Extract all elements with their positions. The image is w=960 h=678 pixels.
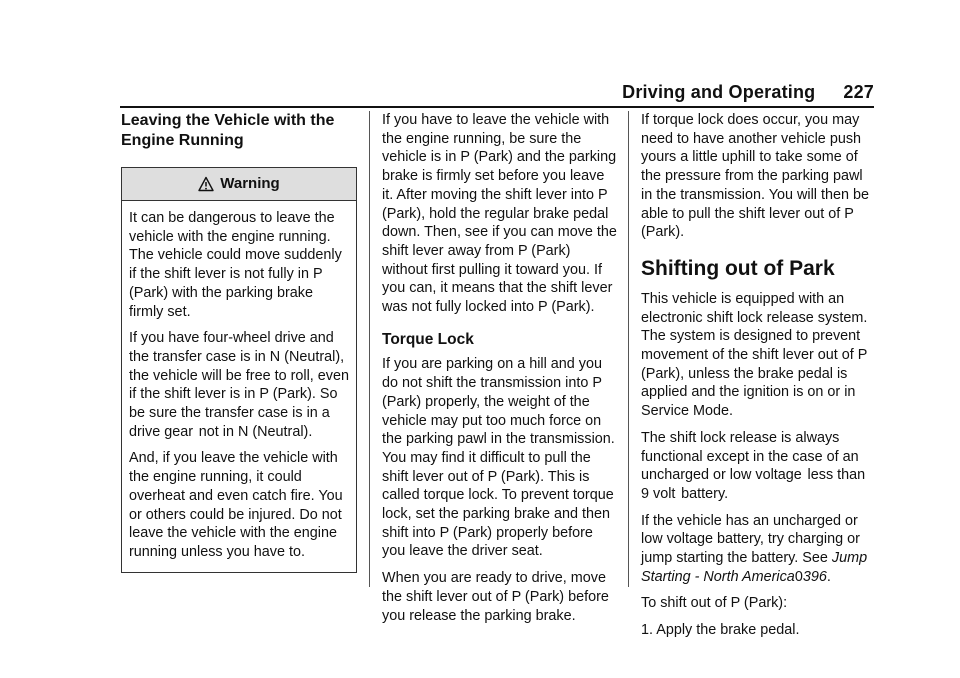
header-rule — [120, 106, 874, 108]
column-2 — [382, 111, 618, 633]
list-item — [641, 621, 877, 640]
warning-box — [121, 167, 357, 573]
column-divider — [369, 111, 370, 587]
body-paragraph: If you have to leave the vehicle with the engine running, be sure the vehicle is in P (Park) and the parking brake is firmly set before you leave it. After moving the shift lever into P (Park), hold the regular brake pedal down. Then, see if you can move the shift lever away from P (Park) without first pulling it toward you. If you can, it means that the shift lever was not fully locked into P (Park). — [382, 112, 617, 316]
body-paragraph: To shift out of P (Park): — [641, 595, 788, 612]
column-divider — [628, 111, 629, 587]
warning-paragraph: And, if you leave the vehicle with the engine running, it could overheat and even catch fire. You or others could be injured. Do not leave the vehicle with the engine running unless you have to. — [129, 450, 343, 560]
page-ref-number[interactable]: 396 — [802, 568, 827, 585]
list-text: Apply the brake pedal. — [656, 622, 800, 639]
warning-paragraph: It can be dangerous to leave the vehicle with the engine running. The vehicle could move suddenly if the shift lever is not fully in P (Park) with the parking brake firmly set. — [129, 210, 342, 320]
subsection-title: Torque Lock — [382, 330, 474, 348]
page-number: 227 — [843, 82, 874, 102]
warning-icon — [198, 176, 214, 192]
chapter-title: Driving and Operating — [622, 82, 816, 102]
column-1 — [121, 111, 357, 573]
reference-text: If the vehicle has an uncharged or low voltage battery, try charging or jump starting the battery. See — [641, 512, 860, 567]
warning-label: Warning — [220, 174, 280, 192]
warning-body — [122, 201, 356, 572]
page-ref-arrow: 0 — [794, 568, 803, 585]
body-paragraph: If you are parking on a hill and you do not shift the transmission into P (Park) properly, the weight of the vehicle may put too much force on the parking pawl in the transmission. You may find it difficult to pull the shift lever out of P (Park). This is called torque lock. To prevent torque lock, set the parking brake and then shift into P (Park) properly before you leave the driver seat. — [382, 356, 615, 560]
body-paragraph: If torque lock does occur, you may need to have another vehicle push yours a little uphill to take some of the pressure from the parking pawl in the transmission. You will then be able to pull the shift lever out of P (Park). — [641, 112, 869, 241]
warning-header — [122, 168, 356, 201]
section-title: Leaving the Vehicle with the Engine Running — [121, 112, 335, 149]
warning-paragraph: If you have four-wheel drive and the transfer case is in N (Neutral), the vehicle will be free to roll, even if the shift lever is in P (Park). So be sure the transfer case is in a drive gear not in N (Neutral). — [129, 330, 349, 440]
body-paragraph: This vehicle is equipped with an electronic shift lock release system. The system is designed to prevent movement of the shift lever out of P (Park), unless the brake pedal is applied and the ignition is on or in Service Mode. — [641, 290, 868, 420]
section-heading: Shifting out of Park — [641, 256, 835, 280]
cross-reference-link[interactable]: Jump Starting - North America — [641, 550, 868, 585]
sentence-end: . — [826, 568, 831, 585]
column-3 — [641, 111, 877, 648]
body-paragraph: When you are ready to drive, move the shift lever out of P (Park) before you release the parking brake. — [382, 570, 609, 624]
page-header — [622, 82, 874, 103]
body-paragraph: The shift lock release is always functional except in the case of an uncharged or low voltage less than 9 volt battery. — [641, 429, 866, 502]
list-number: 1. — [641, 622, 654, 639]
body-paragraph — [641, 512, 877, 587]
